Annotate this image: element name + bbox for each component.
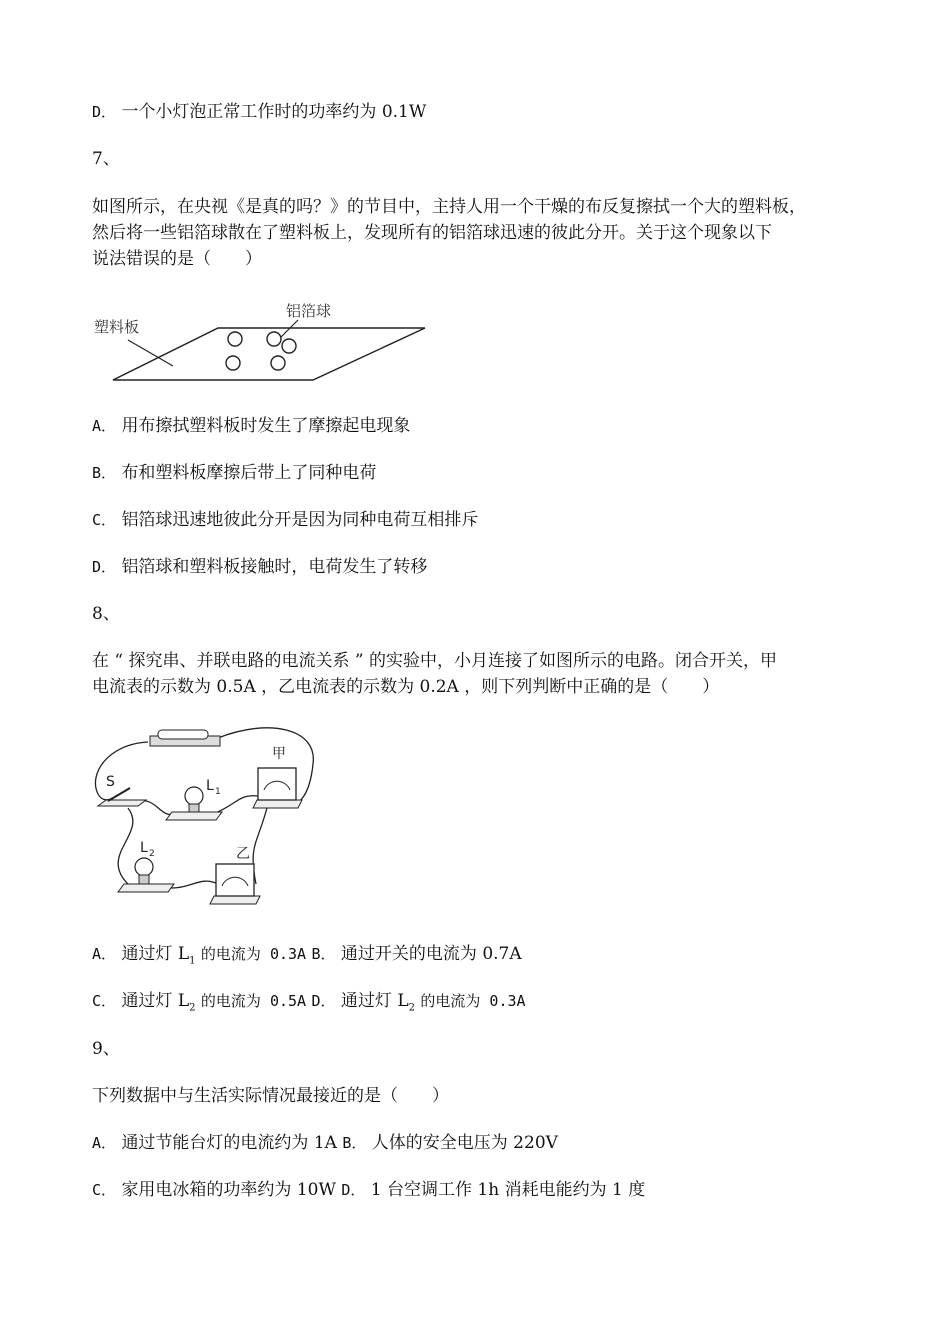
q9-stem: 下列数据中与生活实际情况最接近的是（ ） (92, 1086, 449, 1106)
ammeter-a-base (253, 800, 302, 808)
lamp-l1-base (166, 812, 222, 820)
question-number-7: 7、 (92, 149, 120, 169)
lamp-l2-label: L (140, 840, 148, 856)
foil-ball (282, 339, 296, 353)
q8-stem-line-1: 在 “ 探究串、并联电路的电流关系 ” 的实验中，小月连接了如图所示的电路。闭合开关，甲 (92, 651, 777, 671)
option-letter: B． (92, 464, 117, 482)
q8-stem-line-2: 电流表的示数为 0.5A ，乙电流表的示数为 0.2A ，则下列判断中正确的是（ ） (92, 677, 720, 697)
wire (253, 804, 268, 884)
switch-base (98, 800, 146, 806)
option-text: 通过灯 L (340, 991, 409, 1011)
switch-label: S (106, 774, 115, 790)
wire (118, 808, 133, 884)
q7-option-a (92, 413, 410, 439)
option-letter: D． (311, 992, 336, 1010)
lamp-l2-subscript: 2 (149, 849, 155, 859)
lamp-l2-socket (139, 875, 149, 884)
option-letter: A． (92, 945, 117, 963)
lamp-l1-label: L (206, 778, 214, 794)
q7-stem-line-1: 如图所示，在央视《是真的吗？》的节目中，主持人用一个干燥的布反复擦拭一个大的塑料板， (92, 197, 806, 217)
option-text: 的电流为 0.3A (420, 992, 526, 1010)
ammeter-b-base (210, 896, 260, 904)
question-number-8: 8、 (92, 604, 120, 624)
q9-options-row-1 (92, 1130, 558, 1156)
option-text: 通过节能台灯的电流约为 1A (121, 1133, 337, 1153)
option-letter: B． (342, 1134, 367, 1152)
q7-option-d (92, 554, 427, 580)
option-letter: D． (92, 103, 117, 121)
option-text: 一个小灯泡正常工作时的功率约为 0.1W (121, 102, 427, 122)
wire (95, 742, 148, 800)
subscript: 1 (189, 955, 196, 967)
option-letter: A． (92, 417, 117, 435)
option-value: 0.7A (482, 944, 522, 964)
battery-icon (158, 730, 208, 739)
subscript: 2 (189, 1002, 196, 1014)
foil-ball (271, 356, 285, 370)
lamp-l2-base (118, 884, 174, 892)
ammeter-b-icon (216, 864, 254, 896)
balls-label: 铝箔球 (286, 302, 332, 320)
question-number-9: 9、 (92, 1039, 120, 1059)
q9-options-row-2 (92, 1177, 645, 1203)
q6-option-d (92, 99, 426, 125)
wire (213, 796, 258, 814)
q7-option-c (92, 507, 478, 533)
foil-ball (267, 332, 281, 346)
option-text: 通过灯 L (121, 944, 190, 964)
option-text: 的电流为 0.3A (200, 945, 307, 963)
ammeter-a-label: 甲 (272, 746, 286, 762)
option-letter: D． (341, 1181, 366, 1199)
option-text: 铝箔球迅速地彼此分开是因为同种电荷互相排斥 (121, 510, 479, 530)
option-text: 布和塑料板摩擦后带上了同种电荷 (121, 463, 377, 483)
option-letter: C． (92, 992, 117, 1010)
option-text: 通过开关的电流为 (340, 944, 477, 964)
q8-figure-circuit (88, 724, 328, 914)
lamp-l1-socket (189, 804, 199, 812)
q8-options-row-1 (92, 941, 522, 974)
subscript: 2 (408, 1002, 415, 1014)
q7-figure-plastic-board (88, 296, 433, 388)
option-text: 家用电冰箱的功率约为 10W (121, 1180, 336, 1200)
option-text: 1 台空调工作 1h 消耗电能约为 1 度 (370, 1180, 646, 1200)
option-letter: C． (92, 511, 117, 529)
q7-option-b (92, 460, 376, 486)
q7-stem-line-2: 然后将一些铝箔球散在了塑料板上，发现所有的铝箔球迅速的彼此分开。关于这个现象以下 (92, 223, 772, 243)
option-letter: D． (92, 558, 117, 576)
foil-ball (226, 356, 240, 370)
ammeter-b-label: 乙 (236, 846, 250, 862)
q8-options-row-2 (92, 988, 526, 1021)
lamp-l2-bulb-icon (135, 858, 153, 876)
lamp-l1-subscript: 1 (215, 787, 221, 797)
option-letter: C． (92, 1181, 117, 1199)
ammeter-a-icon (258, 768, 296, 800)
q7-stem-line-3: 说法错误的是（ ） (92, 249, 262, 269)
option-text: 人体的安全电压为 220V (371, 1133, 558, 1153)
option-text: 用布擦拭塑料板时发生了摩擦起电现象 (121, 416, 411, 436)
lamp-l1-bulb-icon (185, 787, 203, 805)
option-text: 的电流为 0.5A (200, 992, 307, 1010)
option-text: 通过灯 L (121, 991, 190, 1011)
board-label: 塑料板 (94, 318, 140, 336)
option-letter: A． (92, 1134, 117, 1152)
option-text: 铝箔球和塑料板接触时，电荷发生了转移 (121, 557, 428, 577)
foil-ball (228, 332, 242, 346)
option-letter: B． (311, 945, 336, 963)
